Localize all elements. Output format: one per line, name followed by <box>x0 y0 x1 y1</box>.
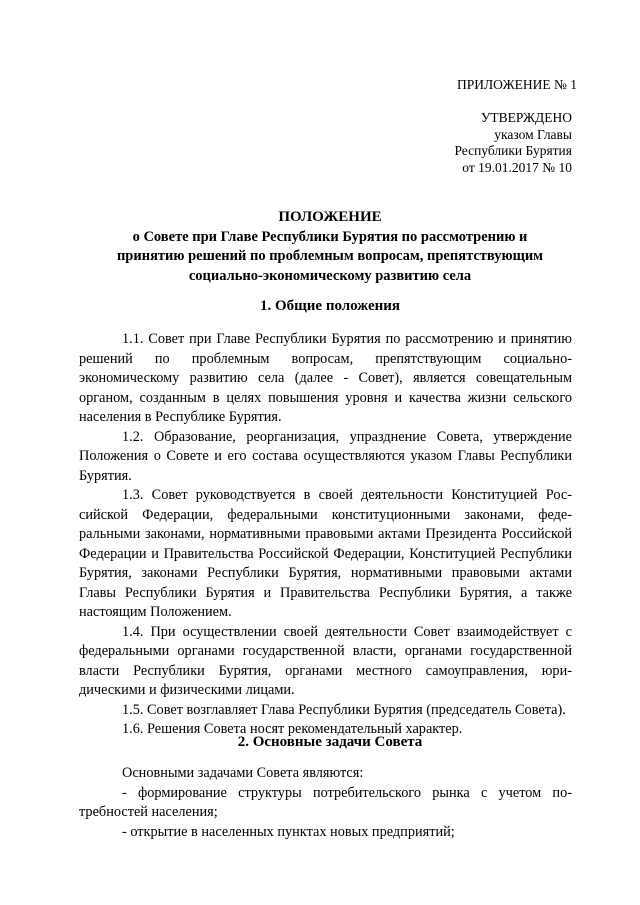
approval-line: УТВЕРЖДЕНО <box>480 110 572 125</box>
paragraph: 1.3. Совет руководствуется в своей деятельности Конституцией Российской Федерации, федеральными конституционными законами, федеральными законами, нормативными правовыми актами Президента Российской Федерации и Правительства Российской Федерации, Конституцией Республики Бурятия, законами Республики Бурятия, нормативными правовыми актами Главы Республики Бурятия и Правительства Республики Бурятия, а также настоящим Положением. <box>79 487 572 620</box>
approval-stamp <box>454 110 572 176</box>
section-1-body <box>79 330 572 740</box>
paragraph: - открытие в населенных пунктах новых предприятий; <box>122 823 455 840</box>
paragraph: 1.6. Решения Совета носят рекомендательный характер. <box>122 721 463 737</box>
approval-line: Республики Бурятия <box>454 143 572 158</box>
approval-line: от 19.01.2017 № 10 <box>462 159 572 175</box>
document-title <box>100 208 560 286</box>
section-heading-1: 1. Общие положения <box>259 298 401 314</box>
title-main: ПОЛОЖЕНИЕ <box>278 209 382 225</box>
section-2-body <box>79 764 572 842</box>
title-subtitle-line: принятию решений по проблемным вопросам, препятствующим <box>116 248 544 264</box>
approval-line: указом Главы <box>494 126 572 142</box>
annex-label: ПРИЛОЖЕНИЕ № 1 <box>457 77 578 92</box>
paragraph: 1.5. Совет возглавляет Глава Республики Бурятия (председатель Совета). <box>122 701 566 718</box>
paragraph: 1.1. Совет при Главе Республики Бурятия по рассмотрению и принятию решений по проблемным вопросам, препятствующим социально-экономическому развитию села (далее - Совет), является совещательным органом, созданным в целях повышения уровня и качества жизни сельского населения в Республике Бурятия. <box>79 331 572 425</box>
title-subtitle-line: социально-экономическому развитию села <box>188 267 472 284</box>
title-subtitle-line: о Совете при Главе Республики Бурятия по рассмотрению и <box>132 228 528 245</box>
paragraph: - формирование структуры потребительского рынка с учетом потребностей населения; <box>79 784 572 820</box>
paragraph: 1.2. Образование, реорганизация, упразднение Совета, утверждение Положения о Совете и его состава осуществляются указом Главы Республики Бурятия. <box>79 428 572 484</box>
section-heading-2: 2. Основные задачи Совета <box>237 734 423 750</box>
paragraph: Основными задачами Совета являются: <box>122 765 364 781</box>
paragraph: 1.4. При осуществлении своей деятельности Совет взаимодействует с федеральными органами государственной власти, органами государственной власти Республики Бурятия, органами местного самоуправления, юридическими и физическими лицами. <box>79 623 572 698</box>
